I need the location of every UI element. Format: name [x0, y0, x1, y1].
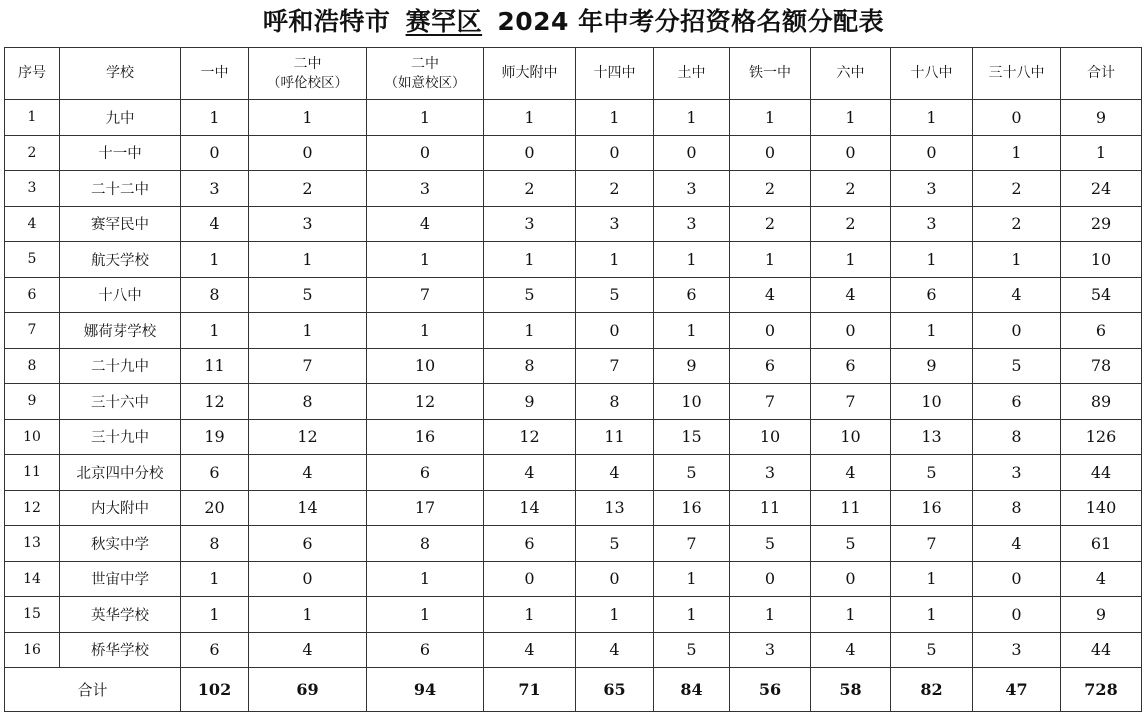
- row-school: 英华学校: [60, 597, 181, 633]
- row-school: 二十二中: [60, 171, 181, 207]
- quota-cell: 12: [249, 419, 367, 455]
- quota-cell: 6: [484, 526, 576, 562]
- quota-cell: 1: [181, 561, 249, 597]
- quota-cell: 1: [891, 561, 973, 597]
- table-row: [5, 526, 1142, 562]
- header-row: [5, 48, 1142, 100]
- quota-cell: 0: [484, 135, 576, 171]
- total-cell: 82: [891, 668, 973, 712]
- quota-cell: 6: [249, 526, 367, 562]
- quota-cell: 1: [181, 313, 249, 349]
- quota-cell: 0: [891, 135, 973, 171]
- quota-cell: 4: [249, 455, 367, 491]
- quota-cell: 10: [654, 384, 730, 420]
- quota-cell: 0: [973, 561, 1061, 597]
- quota-cell: 1: [367, 597, 484, 633]
- total-cell: 47: [973, 668, 1061, 712]
- quota-cell: 1: [654, 561, 730, 597]
- quota-cell: 0: [249, 561, 367, 597]
- quota-cell: 11: [811, 490, 891, 526]
- quota-cell: 0: [576, 561, 654, 597]
- quota-cell: 1: [973, 135, 1061, 171]
- row-school: 九中: [60, 100, 181, 136]
- quota-cell: 1: [367, 100, 484, 136]
- total-label: 合计: [5, 668, 181, 712]
- quota-cell: 10: [811, 419, 891, 455]
- quota-cell: 0: [811, 561, 891, 597]
- quota-cell: 4: [484, 632, 576, 668]
- quota-cell: 16: [654, 490, 730, 526]
- quota-cell: 1: [654, 242, 730, 278]
- quota-cell: 1: [484, 313, 576, 349]
- quota-cell: 4: [811, 632, 891, 668]
- row-seq: 13: [5, 526, 60, 562]
- header-liuzhong: 六中: [811, 48, 891, 100]
- row-school: 二十九中: [60, 348, 181, 384]
- row-total-cell: 10: [1061, 242, 1142, 278]
- row-school: 航天学校: [60, 242, 181, 278]
- quota-cell: 1: [891, 242, 973, 278]
- quota-cell: 3: [249, 206, 367, 242]
- row-total-cell: 9: [1061, 597, 1142, 633]
- quota-cell: 8: [181, 277, 249, 313]
- table-row: [5, 100, 1142, 136]
- quota-cell: 1: [891, 313, 973, 349]
- quota-cell: 2: [973, 206, 1061, 242]
- table-body: [5, 100, 1142, 668]
- quota-cell: 15: [654, 419, 730, 455]
- row-school: 十一中: [60, 135, 181, 171]
- quota-cell: 1: [654, 597, 730, 633]
- quota-cell: 0: [367, 135, 484, 171]
- quota-cell: 0: [181, 135, 249, 171]
- total-cell: 58: [811, 668, 891, 712]
- quota-cell: 5: [576, 526, 654, 562]
- quota-cell: 6: [730, 348, 811, 384]
- quota-cell: 8: [973, 490, 1061, 526]
- row-seq: 16: [5, 632, 60, 668]
- table-row: [5, 384, 1142, 420]
- quota-cell: 1: [811, 100, 891, 136]
- row-total-cell: 61: [1061, 526, 1142, 562]
- table-row: [5, 490, 1142, 526]
- quota-cell: 8: [181, 526, 249, 562]
- quota-cell: 0: [249, 135, 367, 171]
- quota-cell: 17: [367, 490, 484, 526]
- quota-cell: 1: [811, 597, 891, 633]
- quota-cell: 2: [576, 171, 654, 207]
- quota-cell: 8: [973, 419, 1061, 455]
- quota-cell: 1: [730, 100, 811, 136]
- table-row: [5, 313, 1142, 349]
- row-total-cell: 54: [1061, 277, 1142, 313]
- quota-cell: 8: [484, 348, 576, 384]
- quota-cell: 0: [811, 313, 891, 349]
- quota-cell: 16: [891, 490, 973, 526]
- quota-cell: 1: [484, 242, 576, 278]
- table-row: [5, 171, 1142, 207]
- table-row: [5, 419, 1142, 455]
- quota-cell: 6: [367, 455, 484, 491]
- quota-cell: 5: [654, 455, 730, 491]
- row-total-cell: 24: [1061, 171, 1142, 207]
- quota-cell: 19: [181, 419, 249, 455]
- row-school: 内大附中: [60, 490, 181, 526]
- quota-cell: 3: [730, 632, 811, 668]
- quota-cell: 2: [811, 171, 891, 207]
- row-total-cell: 44: [1061, 455, 1142, 491]
- quota-cell: 10: [367, 348, 484, 384]
- quota-cell: 5: [654, 632, 730, 668]
- quota-cell: 0: [973, 100, 1061, 136]
- quota-cell: 1: [654, 313, 730, 349]
- row-total-cell: 4: [1061, 561, 1142, 597]
- quota-cell: 3: [891, 171, 973, 207]
- quota-cell: 12: [367, 384, 484, 420]
- quota-cell: 0: [654, 135, 730, 171]
- quota-cell: 6: [811, 348, 891, 384]
- quota-cell: 7: [249, 348, 367, 384]
- quota-cell: 11: [730, 490, 811, 526]
- row-seq: 6: [5, 277, 60, 313]
- table-row: [5, 597, 1142, 633]
- total-cell: 102: [181, 668, 249, 712]
- row-seq: 15: [5, 597, 60, 633]
- quota-cell: 2: [811, 206, 891, 242]
- total-cell: 69: [249, 668, 367, 712]
- quota-cell: 1: [811, 242, 891, 278]
- row-seq: 12: [5, 490, 60, 526]
- table-row: [5, 561, 1142, 597]
- quota-cell: 13: [891, 419, 973, 455]
- quota-cell: 4: [730, 277, 811, 313]
- row-seq: 4: [5, 206, 60, 242]
- header-tuzhong: 土中: [654, 48, 730, 100]
- table-row: [5, 632, 1142, 668]
- header-seq: 序号: [5, 48, 60, 100]
- quota-cell: 3: [654, 206, 730, 242]
- quota-cell: 7: [811, 384, 891, 420]
- quota-cell: 1: [730, 597, 811, 633]
- row-seq: 7: [5, 313, 60, 349]
- quota-cell: 1: [367, 242, 484, 278]
- quota-table: [4, 47, 1142, 712]
- quota-cell: 1: [484, 597, 576, 633]
- quota-cell: 4: [576, 632, 654, 668]
- header-erzhong-ruyi: [367, 48, 484, 100]
- quota-cell: 1: [576, 242, 654, 278]
- quota-cell: 20: [181, 490, 249, 526]
- quota-cell: 0: [973, 313, 1061, 349]
- row-total-cell: 9: [1061, 100, 1142, 136]
- quota-cell: 6: [367, 632, 484, 668]
- quota-cell: 8: [576, 384, 654, 420]
- quota-cell: 7: [730, 384, 811, 420]
- row-total-cell: 44: [1061, 632, 1142, 668]
- page-title: [0, 2, 1147, 42]
- header-shida: 师大附中: [484, 48, 576, 100]
- table-row: [5, 206, 1142, 242]
- table-row: [5, 455, 1142, 491]
- quota-cell: 14: [249, 490, 367, 526]
- quota-cell: 4: [181, 206, 249, 242]
- quota-cell: 0: [484, 561, 576, 597]
- row-school: 娜荷芽学校: [60, 313, 181, 349]
- row-school: 桥华学校: [60, 632, 181, 668]
- total-cell: 71: [484, 668, 576, 712]
- total-cell: 65: [576, 668, 654, 712]
- quota-cell: 10: [730, 419, 811, 455]
- quota-cell: 2: [730, 206, 811, 242]
- quota-cell: 8: [249, 384, 367, 420]
- total-cell: 84: [654, 668, 730, 712]
- row-seq: 10: [5, 419, 60, 455]
- quota-cell: 9: [654, 348, 730, 384]
- quota-cell: 5: [891, 455, 973, 491]
- quota-cell: 3: [730, 455, 811, 491]
- quota-cell: 5: [484, 277, 576, 313]
- quota-cell: 3: [654, 171, 730, 207]
- quota-cell: 2: [973, 171, 1061, 207]
- quota-cell: 1: [181, 597, 249, 633]
- quota-cell: 0: [730, 313, 811, 349]
- row-total-cell: 1: [1061, 135, 1142, 171]
- quota-cell: 1: [249, 313, 367, 349]
- row-total-cell: 78: [1061, 348, 1142, 384]
- quota-cell: 1: [181, 242, 249, 278]
- quota-cell: 5: [891, 632, 973, 668]
- quota-cell: 7: [891, 526, 973, 562]
- row-seq: 2: [5, 135, 60, 171]
- title-city: 呼和浩特市: [262, 7, 391, 36]
- quota-cell: 5: [249, 277, 367, 313]
- table-row: [5, 242, 1142, 278]
- quota-cell: 10: [891, 384, 973, 420]
- quota-cell: 7: [654, 526, 730, 562]
- total-cell: 56: [730, 668, 811, 712]
- quota-cell: 2: [484, 171, 576, 207]
- quota-cell: 12: [484, 419, 576, 455]
- quota-cell: 1: [973, 242, 1061, 278]
- quota-cell: 3: [181, 171, 249, 207]
- table-row: [5, 135, 1142, 171]
- header-yizhong: 一中: [181, 48, 249, 100]
- total-row: [5, 668, 1142, 712]
- quota-cell: 1: [576, 100, 654, 136]
- quota-cell: 4: [484, 455, 576, 491]
- header-shisi: 十四中: [576, 48, 654, 100]
- row-total-cell: 6: [1061, 313, 1142, 349]
- quota-cell: 0: [576, 313, 654, 349]
- quota-cell: 3: [576, 206, 654, 242]
- quota-cell: 11: [576, 419, 654, 455]
- header-shiba: 十八中: [891, 48, 973, 100]
- quota-cell: 4: [367, 206, 484, 242]
- row-total-cell: 29: [1061, 206, 1142, 242]
- row-seq: 11: [5, 455, 60, 491]
- quota-cell: 16: [367, 419, 484, 455]
- quota-cell: 6: [181, 632, 249, 668]
- quota-cell: 5: [576, 277, 654, 313]
- row-school: 三十九中: [60, 419, 181, 455]
- quota-cell: 6: [181, 455, 249, 491]
- row-seq: 5: [5, 242, 60, 278]
- quota-cell: 4: [811, 455, 891, 491]
- header-erzhong-hulun-sub: （呼伦校区）: [267, 74, 348, 91]
- quota-cell: 3: [973, 455, 1061, 491]
- table-row: [5, 348, 1142, 384]
- table-row: [5, 277, 1142, 313]
- quota-cell: 3: [973, 632, 1061, 668]
- row-school: 十八中: [60, 277, 181, 313]
- quota-cell: 2: [249, 171, 367, 207]
- quota-cell: 0: [730, 135, 811, 171]
- quota-cell: 9: [484, 384, 576, 420]
- quota-cell: 1: [367, 561, 484, 597]
- quota-cell: 1: [484, 100, 576, 136]
- row-total-cell: 89: [1061, 384, 1142, 420]
- header-tieyi: 铁一中: [730, 48, 811, 100]
- quota-cell: 3: [367, 171, 484, 207]
- quota-cell: 5: [973, 348, 1061, 384]
- quota-cell: 6: [654, 277, 730, 313]
- quota-cell: 4: [973, 277, 1061, 313]
- header-total: 合计: [1061, 48, 1142, 100]
- header-erzhong-hulun-main: 二中: [293, 55, 322, 72]
- quota-cell: 1: [367, 313, 484, 349]
- quota-cell: 0: [973, 597, 1061, 633]
- row-seq: 8: [5, 348, 60, 384]
- quota-cell: 1: [249, 242, 367, 278]
- row-school: 世宙中学: [60, 561, 181, 597]
- quota-cell: 9: [891, 348, 973, 384]
- quota-cell: 13: [576, 490, 654, 526]
- quota-cell: 4: [576, 455, 654, 491]
- total-cell: 94: [367, 668, 484, 712]
- title-rest: 2024 年中考分招资格名额分配表: [497, 7, 885, 36]
- quota-cell: 6: [973, 384, 1061, 420]
- quota-cell: 7: [576, 348, 654, 384]
- row-school: 秋实中学: [60, 526, 181, 562]
- quota-cell: 4: [249, 632, 367, 668]
- quota-cell: 1: [891, 597, 973, 633]
- quota-cell: 3: [484, 206, 576, 242]
- header-erzhong-ruyi-sub: （如意校区）: [384, 74, 466, 91]
- row-school: 北京四中分校: [60, 455, 181, 491]
- row-school: 三十六中: [60, 384, 181, 420]
- quota-cell: 1: [891, 100, 973, 136]
- quota-cell: 0: [811, 135, 891, 171]
- quota-cell: 12: [181, 384, 249, 420]
- quota-cell: 5: [811, 526, 891, 562]
- header-school: 学校: [60, 48, 181, 100]
- title-district: 赛罕区: [405, 7, 483, 36]
- quota-cell: 0: [730, 561, 811, 597]
- row-seq: 14: [5, 561, 60, 597]
- quota-cell: 4: [973, 526, 1061, 562]
- quota-cell: 14: [484, 490, 576, 526]
- quota-cell: 1: [181, 100, 249, 136]
- quota-cell: 11: [181, 348, 249, 384]
- row-total-cell: 126: [1061, 419, 1142, 455]
- quota-cell: 2: [730, 171, 811, 207]
- quota-cell: 3: [891, 206, 973, 242]
- quota-cell: 5: [730, 526, 811, 562]
- header-sanshiba: 三十八中: [973, 48, 1061, 100]
- quota-cell: 4: [811, 277, 891, 313]
- quota-cell: 0: [576, 135, 654, 171]
- row-seq: 9: [5, 384, 60, 420]
- quota-cell: 1: [730, 242, 811, 278]
- quota-cell: 6: [891, 277, 973, 313]
- quota-cell: 1: [249, 597, 367, 633]
- row-total-cell: 140: [1061, 490, 1142, 526]
- quota-cell: 8: [367, 526, 484, 562]
- quota-cell: 1: [249, 100, 367, 136]
- quota-cell: 1: [654, 100, 730, 136]
- header-erzhong-hulun: [249, 48, 367, 100]
- grand-total-cell: 728: [1061, 668, 1142, 712]
- row-seq: 3: [5, 171, 60, 207]
- header-erzhong-ruyi-main: 二中: [411, 55, 439, 72]
- quota-cell: 7: [367, 277, 484, 313]
- row-school: 赛罕民中: [60, 206, 181, 242]
- row-seq: 1: [5, 100, 60, 136]
- quota-cell: 1: [576, 597, 654, 633]
